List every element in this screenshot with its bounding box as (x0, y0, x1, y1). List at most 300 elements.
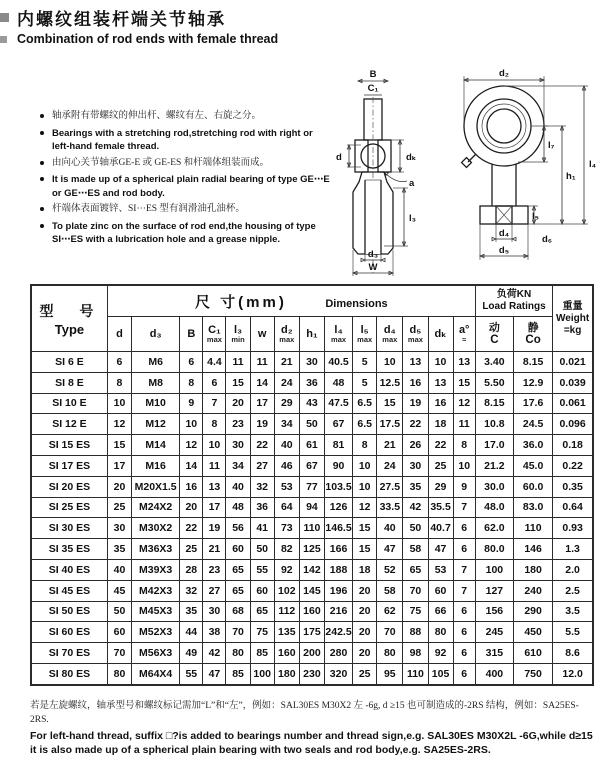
cell-l3: 30 (226, 435, 250, 456)
list-item (38, 203, 330, 217)
svg-text:h₁: h₁ (566, 171, 576, 182)
cell-type: SI 40 ES (31, 559, 107, 580)
cell-B: 49 (180, 643, 203, 664)
cell-a: 7 (453, 559, 475, 580)
table-row (31, 663, 593, 684)
cell-h1: 43 (299, 393, 324, 414)
cell-d2: 40 (274, 435, 299, 456)
table-row (31, 601, 593, 622)
cell-C1: 27 (203, 580, 226, 601)
table-row (31, 539, 593, 560)
cell-C1: 30 (203, 601, 226, 622)
cell-dk: 47 (428, 539, 453, 560)
cell-d4: 70 (377, 622, 403, 643)
cell-d5: 75 (403, 601, 428, 622)
dimension-column-header: w (250, 317, 274, 352)
svg-text:d₆: d₆ (542, 234, 553, 245)
cell-h1: 50 (299, 414, 324, 435)
cell-w: 22 (250, 435, 274, 456)
cell-h1: 145 (299, 580, 324, 601)
cell-dk: 105 (428, 663, 453, 684)
cell-d4: 24 (377, 455, 403, 476)
cell-C1: 4.4 (203, 352, 226, 373)
cell-l4: 280 (324, 643, 352, 664)
svg-text:B: B (369, 69, 377, 80)
cell-l5: 15 (353, 518, 377, 539)
cell-d5: 58 (403, 539, 428, 560)
dims-header-zh: 尺 寸(mm) (195, 293, 287, 311)
cell-a: 12 (453, 393, 475, 414)
cell-load-Co: 610 (513, 643, 552, 664)
table-row (31, 497, 593, 518)
cell-B: 14 (180, 455, 203, 476)
cell-dk: 29 (428, 476, 453, 497)
cell-l3: 65 (226, 559, 250, 580)
bullet-dot-icon (40, 114, 44, 118)
bullet-text: 由向心关节轴承GE-E 或 GE-ES 和杆端体组装而成。 (52, 157, 270, 168)
cell-B: 6 (180, 352, 203, 373)
cell-l4: 242.5 (324, 622, 352, 643)
dims-header-en: Dimensions (325, 297, 388, 310)
cell-d3: M36X3 (132, 539, 180, 560)
cell-d: 15 (107, 435, 131, 456)
cell-weight: 8.6 (553, 643, 593, 664)
cell-l5: 20 (353, 601, 377, 622)
cell-l5: 18 (353, 559, 377, 580)
cell-a: 7 (453, 580, 475, 601)
svg-text:l₃: l₃ (409, 213, 417, 224)
cell-l3: 65 (226, 580, 250, 601)
cell-type: SI 35 ES (31, 539, 107, 560)
cell-d2: 112 (274, 601, 299, 622)
cell-d4: 10 (377, 352, 403, 373)
dimension-column-header: d₃ (132, 317, 180, 352)
cell-dk: 66 (428, 601, 453, 622)
cell-B: 32 (180, 580, 203, 601)
cell-l3: 56 (226, 518, 250, 539)
cell-d4: 27.5 (377, 476, 403, 497)
table-row (31, 643, 593, 664)
cell-load-C: 17.0 (475, 435, 513, 456)
bullet-dot-icon (40, 207, 44, 211)
cell-l4: 196 (324, 580, 352, 601)
cell-load-C: 48.0 (475, 497, 513, 518)
weight-header-zh: 重量 (562, 300, 583, 312)
cell-B: 20 (180, 497, 203, 518)
cell-d3: M20X1.5 (132, 476, 180, 497)
cell-l4: 81 (324, 435, 352, 456)
bullet-text: It is made up of a spherical plain radial bearing of type GE⋯E or GE⋯ES and rod body. (52, 174, 330, 199)
footnote-zh: 若是左旋螺纹，轴承型号和螺纹标记需加“L”和“左”，例如：SAL30ES M30X2 左 -6g, d ≥15 也可制造成的-2RS 结构，例如：SA25ES-2RS. (30, 701, 579, 725)
cell-load-Co: 17.6 (513, 393, 552, 414)
cell-a: 15 (453, 372, 475, 393)
cell-B: 28 (180, 559, 203, 580)
cell-l3: 15 (226, 372, 250, 393)
cell-weight: 0.061 (553, 393, 593, 414)
table-row (31, 352, 593, 373)
cell-d3: M52X3 (132, 622, 180, 643)
cell-weight: 0.93 (553, 518, 593, 539)
cell-l5: 5 (353, 372, 377, 393)
cell-l3: 40 (226, 476, 250, 497)
dimension-column-header: l₃ min (226, 317, 250, 352)
cell-load-C: 400 (475, 663, 513, 684)
cell-d: 17 (107, 455, 131, 476)
svg-text:d₄: d₄ (498, 228, 510, 239)
cell-w: 41 (250, 518, 274, 539)
cell-load-C: 62.0 (475, 518, 513, 539)
cell-d: 40 (107, 559, 131, 580)
cell-type: SI 6 E (31, 352, 107, 373)
bullet-dot-icon (40, 161, 44, 165)
dimension-column-header: h₁ (299, 317, 324, 352)
dimension-column-header: C₁ max (203, 317, 226, 352)
svg-text:W: W (368, 262, 378, 273)
cell-d3: M42X3 (132, 580, 180, 601)
cell-l4: 90 (324, 455, 352, 476)
cell-d: 12 (107, 414, 131, 435)
cell-w: 55 (250, 559, 274, 580)
cell-l3: 68 (226, 601, 250, 622)
cell-l4: 40.5 (324, 352, 352, 373)
cell-d5: 26 (403, 435, 428, 456)
cell-l5: 20 (353, 622, 377, 643)
cell-load-C: 100 (475, 559, 513, 580)
cell-d: 25 (107, 497, 131, 518)
load-header-zh: 负荷KN (496, 289, 532, 300)
list-item (38, 173, 330, 200)
bullet-dot-icon (40, 131, 44, 135)
cell-l5: 15 (353, 539, 377, 560)
cell-l4: 67 (324, 414, 352, 435)
cell-d5: 110 (403, 663, 428, 684)
cell-l5: 25 (353, 663, 377, 684)
cell-weight: 2.0 (553, 559, 593, 580)
cell-load-Co: 146 (513, 539, 552, 560)
load-header-en: Load Ratings (482, 301, 546, 312)
cell-d4: 21 (377, 435, 403, 456)
spec-table (30, 284, 594, 686)
cell-d2: 82 (274, 539, 299, 560)
cell-l5: 6.5 (353, 414, 377, 435)
cell-d2: 53 (274, 476, 299, 497)
dimension-column-header: l₄ max (324, 317, 352, 352)
cell-C1: 47 (203, 663, 226, 684)
cell-h1: 110 (299, 518, 324, 539)
cell-B: 16 (180, 476, 203, 497)
cell-dk: 80 (428, 622, 453, 643)
cell-a: 13 (453, 352, 475, 373)
cell-d4: 52 (377, 559, 403, 580)
cell-h1: 77 (299, 476, 324, 497)
cell-l5: 20 (353, 643, 377, 664)
cell-type: SI 80 ES (31, 663, 107, 684)
cell-load-C: 245 (475, 622, 513, 643)
cell-w: 11 (250, 352, 274, 373)
cell-d5: 13 (403, 352, 428, 373)
list-item (38, 110, 330, 124)
cell-dk: 25 (428, 455, 453, 476)
cell-l3: 85 (226, 663, 250, 684)
cell-C1: 38 (203, 622, 226, 643)
bullet-text: 轴承附有带螺纹的伸出杆、螺纹有左、右旋之分。 (52, 111, 262, 121)
cell-l5: 5 (353, 352, 377, 373)
cell-w: 75 (250, 622, 274, 643)
footnote-block (30, 699, 594, 757)
cell-l4: 47.5 (324, 393, 352, 414)
cell-dk: 22 (428, 435, 453, 456)
cell-d4: 62 (377, 601, 403, 622)
cell-load-C: 21.2 (475, 455, 513, 476)
cell-dk: 60 (428, 580, 453, 601)
cell-d3: M10 (132, 393, 180, 414)
type-header-en: Type (54, 321, 85, 337)
cell-weight: 0.039 (553, 372, 593, 393)
cell-w: 27 (250, 455, 274, 476)
cell-h1: 142 (299, 559, 324, 580)
table-row (31, 518, 593, 539)
cell-l5: 12 (353, 497, 377, 518)
weight-header-unit: =kg (563, 324, 582, 336)
load-ratings-header (475, 285, 552, 317)
cell-a: 6 (453, 601, 475, 622)
cell-load-C: 8.15 (475, 393, 513, 414)
page-title-zh: 内螺纹组装杆端关节轴承 (17, 10, 226, 29)
cell-d5: 50 (403, 518, 428, 539)
svg-text:d: d (336, 152, 342, 163)
page-title-en: Combination of rod ends with female thread (17, 32, 279, 46)
cell-dk: 18 (428, 414, 453, 435)
cell-d3: M16 (132, 455, 180, 476)
table-row (31, 455, 593, 476)
cell-B: 8 (180, 372, 203, 393)
cell-d: 35 (107, 539, 131, 560)
cell-load-Co: 36.0 (513, 435, 552, 456)
cell-load-C: 30.0 (475, 476, 513, 497)
cell-load-Co: 83.0 (513, 497, 552, 518)
cell-d2: 21 (274, 352, 299, 373)
cell-a: 11 (453, 414, 475, 435)
cell-dk: 92 (428, 643, 453, 664)
cell-type: SI 12 E (31, 414, 107, 435)
table-row (31, 393, 593, 414)
cell-h1: 36 (299, 372, 324, 393)
cell-d: 6 (107, 352, 131, 373)
cell-a: 6 (453, 643, 475, 664)
cell-h1: 94 (299, 497, 324, 518)
cell-load-Co: 750 (513, 663, 552, 684)
cell-d3: M14 (132, 435, 180, 456)
dimension-column-header: d₂ max (274, 317, 299, 352)
title-bullet-square (0, 13, 9, 22)
cell-w: 14 (250, 372, 274, 393)
cell-type: SI 45 ES (31, 580, 107, 601)
dimension-column-header: dₖ (428, 317, 453, 352)
dimension-column-header: l₅ max (353, 317, 377, 352)
cell-d2: 73 (274, 518, 299, 539)
cell-load-C: 156 (475, 601, 513, 622)
cell-h1: 200 (299, 643, 324, 664)
list-item (38, 127, 330, 154)
cell-d2: 160 (274, 643, 299, 664)
cell-load-Co: 45.0 (513, 455, 552, 476)
cell-C1: 13 (203, 476, 226, 497)
table-row (31, 622, 593, 643)
type-column-header (31, 285, 107, 352)
cell-type: SI 17 ES (31, 455, 107, 476)
cell-w: 36 (250, 497, 274, 518)
cell-a: 6 (453, 622, 475, 643)
cell-a: 6 (453, 518, 475, 539)
cell-C1: 21 (203, 539, 226, 560)
list-item (38, 157, 330, 171)
cell-d4: 40 (377, 518, 403, 539)
cell-C1: 10 (203, 435, 226, 456)
cell-C1: 17 (203, 497, 226, 518)
cell-h1: 125 (299, 539, 324, 560)
cell-B: 44 (180, 622, 203, 643)
cell-w: 17 (250, 393, 274, 414)
cell-d5: 35 (403, 476, 428, 497)
cell-d3: M12 (132, 414, 180, 435)
cell-dk: 35.5 (428, 497, 453, 518)
svg-text:d₂: d₂ (498, 68, 510, 79)
cell-l3: 20 (226, 393, 250, 414)
cell-d5: 42 (403, 497, 428, 518)
svg-text:l₇: l₇ (548, 140, 555, 151)
cell-l5: 6.5 (353, 393, 377, 414)
cell-load-C: 10.8 (475, 414, 513, 435)
cell-load-C: 80.0 (475, 539, 513, 560)
cell-weight: 1.3 (553, 539, 593, 560)
cell-load-Co: 60.0 (513, 476, 552, 497)
cell-d5: 30 (403, 455, 428, 476)
cell-load-Co: 180 (513, 559, 552, 580)
cell-h1: 230 (299, 663, 324, 684)
cell-l4: 320 (324, 663, 352, 684)
cell-C1: 42 (203, 643, 226, 664)
cell-l4: 146.5 (324, 518, 352, 539)
table-row (31, 559, 593, 580)
cell-B: 22 (180, 518, 203, 539)
cell-B: 10 (180, 414, 203, 435)
cell-d4: 15 (377, 393, 403, 414)
dimension-column-header: d₅ max (403, 317, 428, 352)
cell-h1: 30 (299, 352, 324, 373)
cell-l3: 23 (226, 414, 250, 435)
cell-d4: 58 (377, 580, 403, 601)
cell-d: 30 (107, 518, 131, 539)
cell-d3: M39X3 (132, 559, 180, 580)
cell-weight: 0.021 (553, 352, 593, 373)
cell-C1: 7 (203, 393, 226, 414)
subtitle-bullet-square (0, 36, 7, 43)
cell-w: 60 (250, 580, 274, 601)
cell-h1: 175 (299, 622, 324, 643)
cell-d2: 102 (274, 580, 299, 601)
bullet-dot-icon (40, 224, 44, 228)
cell-d5: 98 (403, 643, 428, 664)
cell-a: 8 (453, 435, 475, 456)
dimension-column-header: a° ≈ (453, 317, 475, 352)
cell-d3: M56X3 (132, 643, 180, 664)
cell-load-C: 3.40 (475, 352, 513, 373)
cell-d2: 46 (274, 455, 299, 476)
cell-dk: 40.7 (428, 518, 453, 539)
cell-d5: 16 (403, 372, 428, 393)
cell-a: 6 (453, 663, 475, 684)
cell-d4: 33.5 (377, 497, 403, 518)
cell-h1: 160 (299, 601, 324, 622)
cell-d4: 47 (377, 539, 403, 560)
cell-l3: 11 (226, 352, 250, 373)
cell-load-Co: 110 (513, 518, 552, 539)
cell-load-Co: 290 (513, 601, 552, 622)
cell-l5: 10 (353, 476, 377, 497)
cell-load-Co: 8.15 (513, 352, 552, 373)
cell-d: 10 (107, 393, 131, 414)
table-row (31, 435, 593, 456)
cell-h1: 67 (299, 455, 324, 476)
cell-dk: 16 (428, 393, 453, 414)
cell-weight: 5.5 (553, 622, 593, 643)
cell-dk: 53 (428, 559, 453, 580)
bullet-text: 杆端体表面镀锌、SI⋯ES 型有润滑油孔油杯。 (52, 204, 245, 214)
table-row (31, 372, 593, 393)
cell-l4: 103.5 (324, 476, 352, 497)
cell-d5: 88 (403, 622, 428, 643)
table-row (31, 414, 593, 435)
cell-a: 7 (453, 497, 475, 518)
cell-type: SI 20 ES (31, 476, 107, 497)
cell-d3: M30X2 (132, 518, 180, 539)
cell-type: SI 25 ES (31, 497, 107, 518)
rod-end-section-diagram (324, 68, 444, 280)
svg-text:dₖ: dₖ (406, 152, 417, 163)
cell-load-Co: 450 (513, 622, 552, 643)
cell-load-C: 127 (475, 580, 513, 601)
cell-d5: 65 (403, 559, 428, 580)
cell-w: 85 (250, 643, 274, 664)
cell-weight: 0.35 (553, 476, 593, 497)
cell-a: 9 (453, 476, 475, 497)
cell-C1: 8 (203, 414, 226, 435)
cell-load-Co: 24.5 (513, 414, 552, 435)
dimensions-header (107, 285, 475, 317)
cell-B: 55 (180, 663, 203, 684)
cell-d4: 95 (377, 663, 403, 684)
cell-C1: 11 (203, 455, 226, 476)
cell-weight: 0.22 (553, 455, 593, 476)
cell-w: 50 (250, 539, 274, 560)
cell-weight: 0.18 (553, 435, 593, 456)
cell-d2: 180 (274, 663, 299, 684)
cell-l4: 166 (324, 539, 352, 560)
svg-text:l₄: l₄ (589, 159, 597, 170)
bullet-text: Bearings with a stretching rod,stretching rod with right or left-hand female thread. (52, 127, 313, 152)
table-row (31, 476, 593, 497)
cell-d2: 24 (274, 372, 299, 393)
bullet-text: To plate zinc on the surface of rod end,the housing of type SI⋯ES with a lubrication hole and a grease nipple. (52, 220, 316, 245)
cell-d4: 12.5 (377, 372, 403, 393)
cell-d: 50 (107, 601, 131, 622)
cell-l4: 126 (324, 497, 352, 518)
cell-B: 12 (180, 435, 203, 456)
cell-dk: 13 (428, 372, 453, 393)
cell-weight: 2.5 (553, 580, 593, 601)
cell-dk: 10 (428, 352, 453, 373)
cell-l3: 70 (226, 622, 250, 643)
